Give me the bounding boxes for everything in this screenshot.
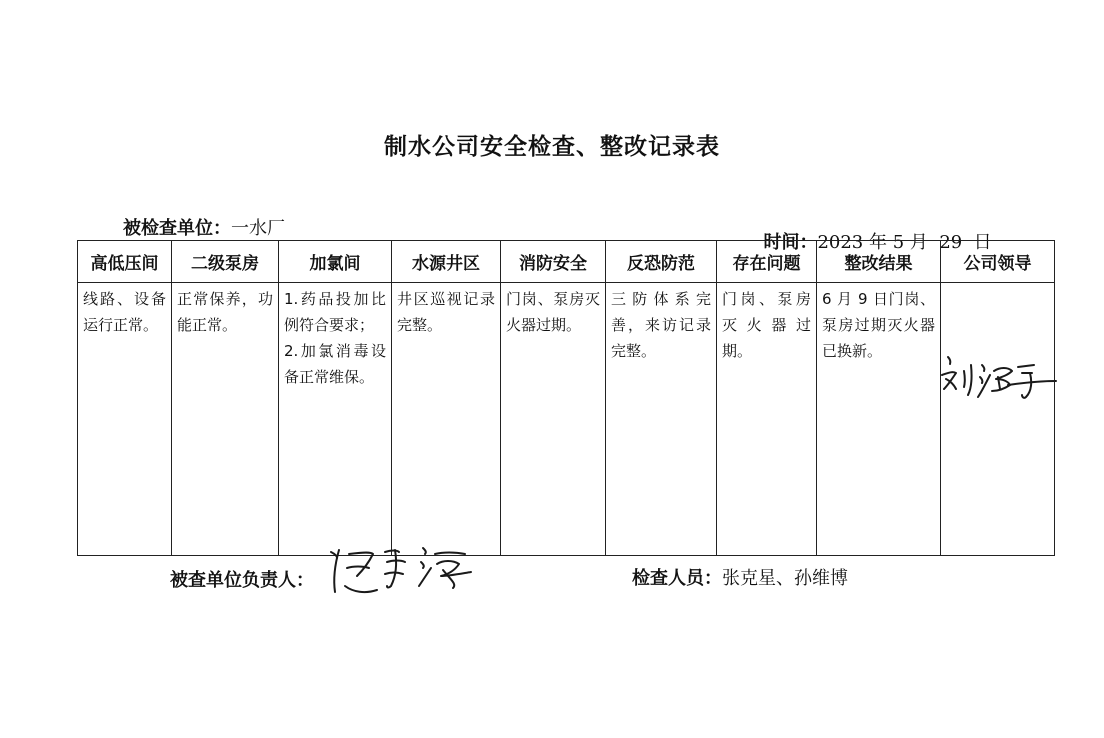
header-rectification: 整改结果 bbox=[817, 241, 941, 283]
header-well-area: 水源井区 bbox=[392, 241, 501, 283]
inspector-names: 张克星、孙维博 bbox=[722, 568, 848, 589]
document-title: 制水公司安全检查、整改记录表 bbox=[384, 134, 720, 160]
leader-signature bbox=[938, 335, 1060, 405]
chlorination-item-2: 2.加氯消毒设备正常维保。 bbox=[284, 342, 386, 386]
cell-chlorination bbox=[279, 283, 392, 556]
cell-rectification: 6 月 9 日门岗、泵房过期灭火器已换新。 bbox=[817, 283, 941, 556]
cell-high-low-voltage: 线路、设备运行正常。 bbox=[78, 283, 172, 556]
header-company-leader: 公司领导 bbox=[941, 241, 1055, 283]
inspected-unit-label: 被检查单位： bbox=[123, 218, 231, 239]
cell-secondary-pump: 正常保养，功能正常。 bbox=[172, 283, 279, 556]
chlorination-item-1: 1.药品投加比例符合要求； bbox=[284, 290, 386, 334]
responsible-signature bbox=[325, 540, 475, 600]
cell-well-area: 井区巡视记录完整。 bbox=[392, 283, 501, 556]
cell-anti-terror: 三防体系完善，来访记录完整。 bbox=[606, 283, 717, 556]
date-label: 时间： bbox=[763, 232, 818, 253]
header-row bbox=[78, 241, 1055, 283]
header-issues: 存在问题 bbox=[717, 241, 817, 283]
table-row bbox=[78, 283, 1055, 556]
header-anti-terror: 反恐防范 bbox=[606, 241, 717, 283]
record-table bbox=[77, 240, 1055, 556]
cell-issues: 门岗、泵房灭火器过期。 bbox=[717, 283, 817, 556]
header-chlorination: 加氯间 bbox=[279, 241, 392, 283]
header-fire-safety: 消防安全 bbox=[501, 241, 606, 283]
responsible-person bbox=[170, 566, 314, 592]
cell-company-leader bbox=[941, 283, 1055, 556]
inspectors bbox=[632, 564, 848, 590]
inspector-label: 检查人员： bbox=[632, 568, 722, 589]
inspected-unit bbox=[123, 214, 285, 240]
responsible-label: 被查单位负责人： bbox=[170, 570, 314, 591]
inspected-unit-value: 一水厂 bbox=[231, 218, 285, 239]
date-value: 2023 年 5 月 29 日 bbox=[817, 232, 992, 253]
header-high-low-voltage: 高低压间 bbox=[78, 241, 172, 283]
header-secondary-pump: 二级泵房 bbox=[172, 241, 279, 283]
cell-fire-safety: 门岗、泵房灭火器过期。 bbox=[501, 283, 606, 556]
